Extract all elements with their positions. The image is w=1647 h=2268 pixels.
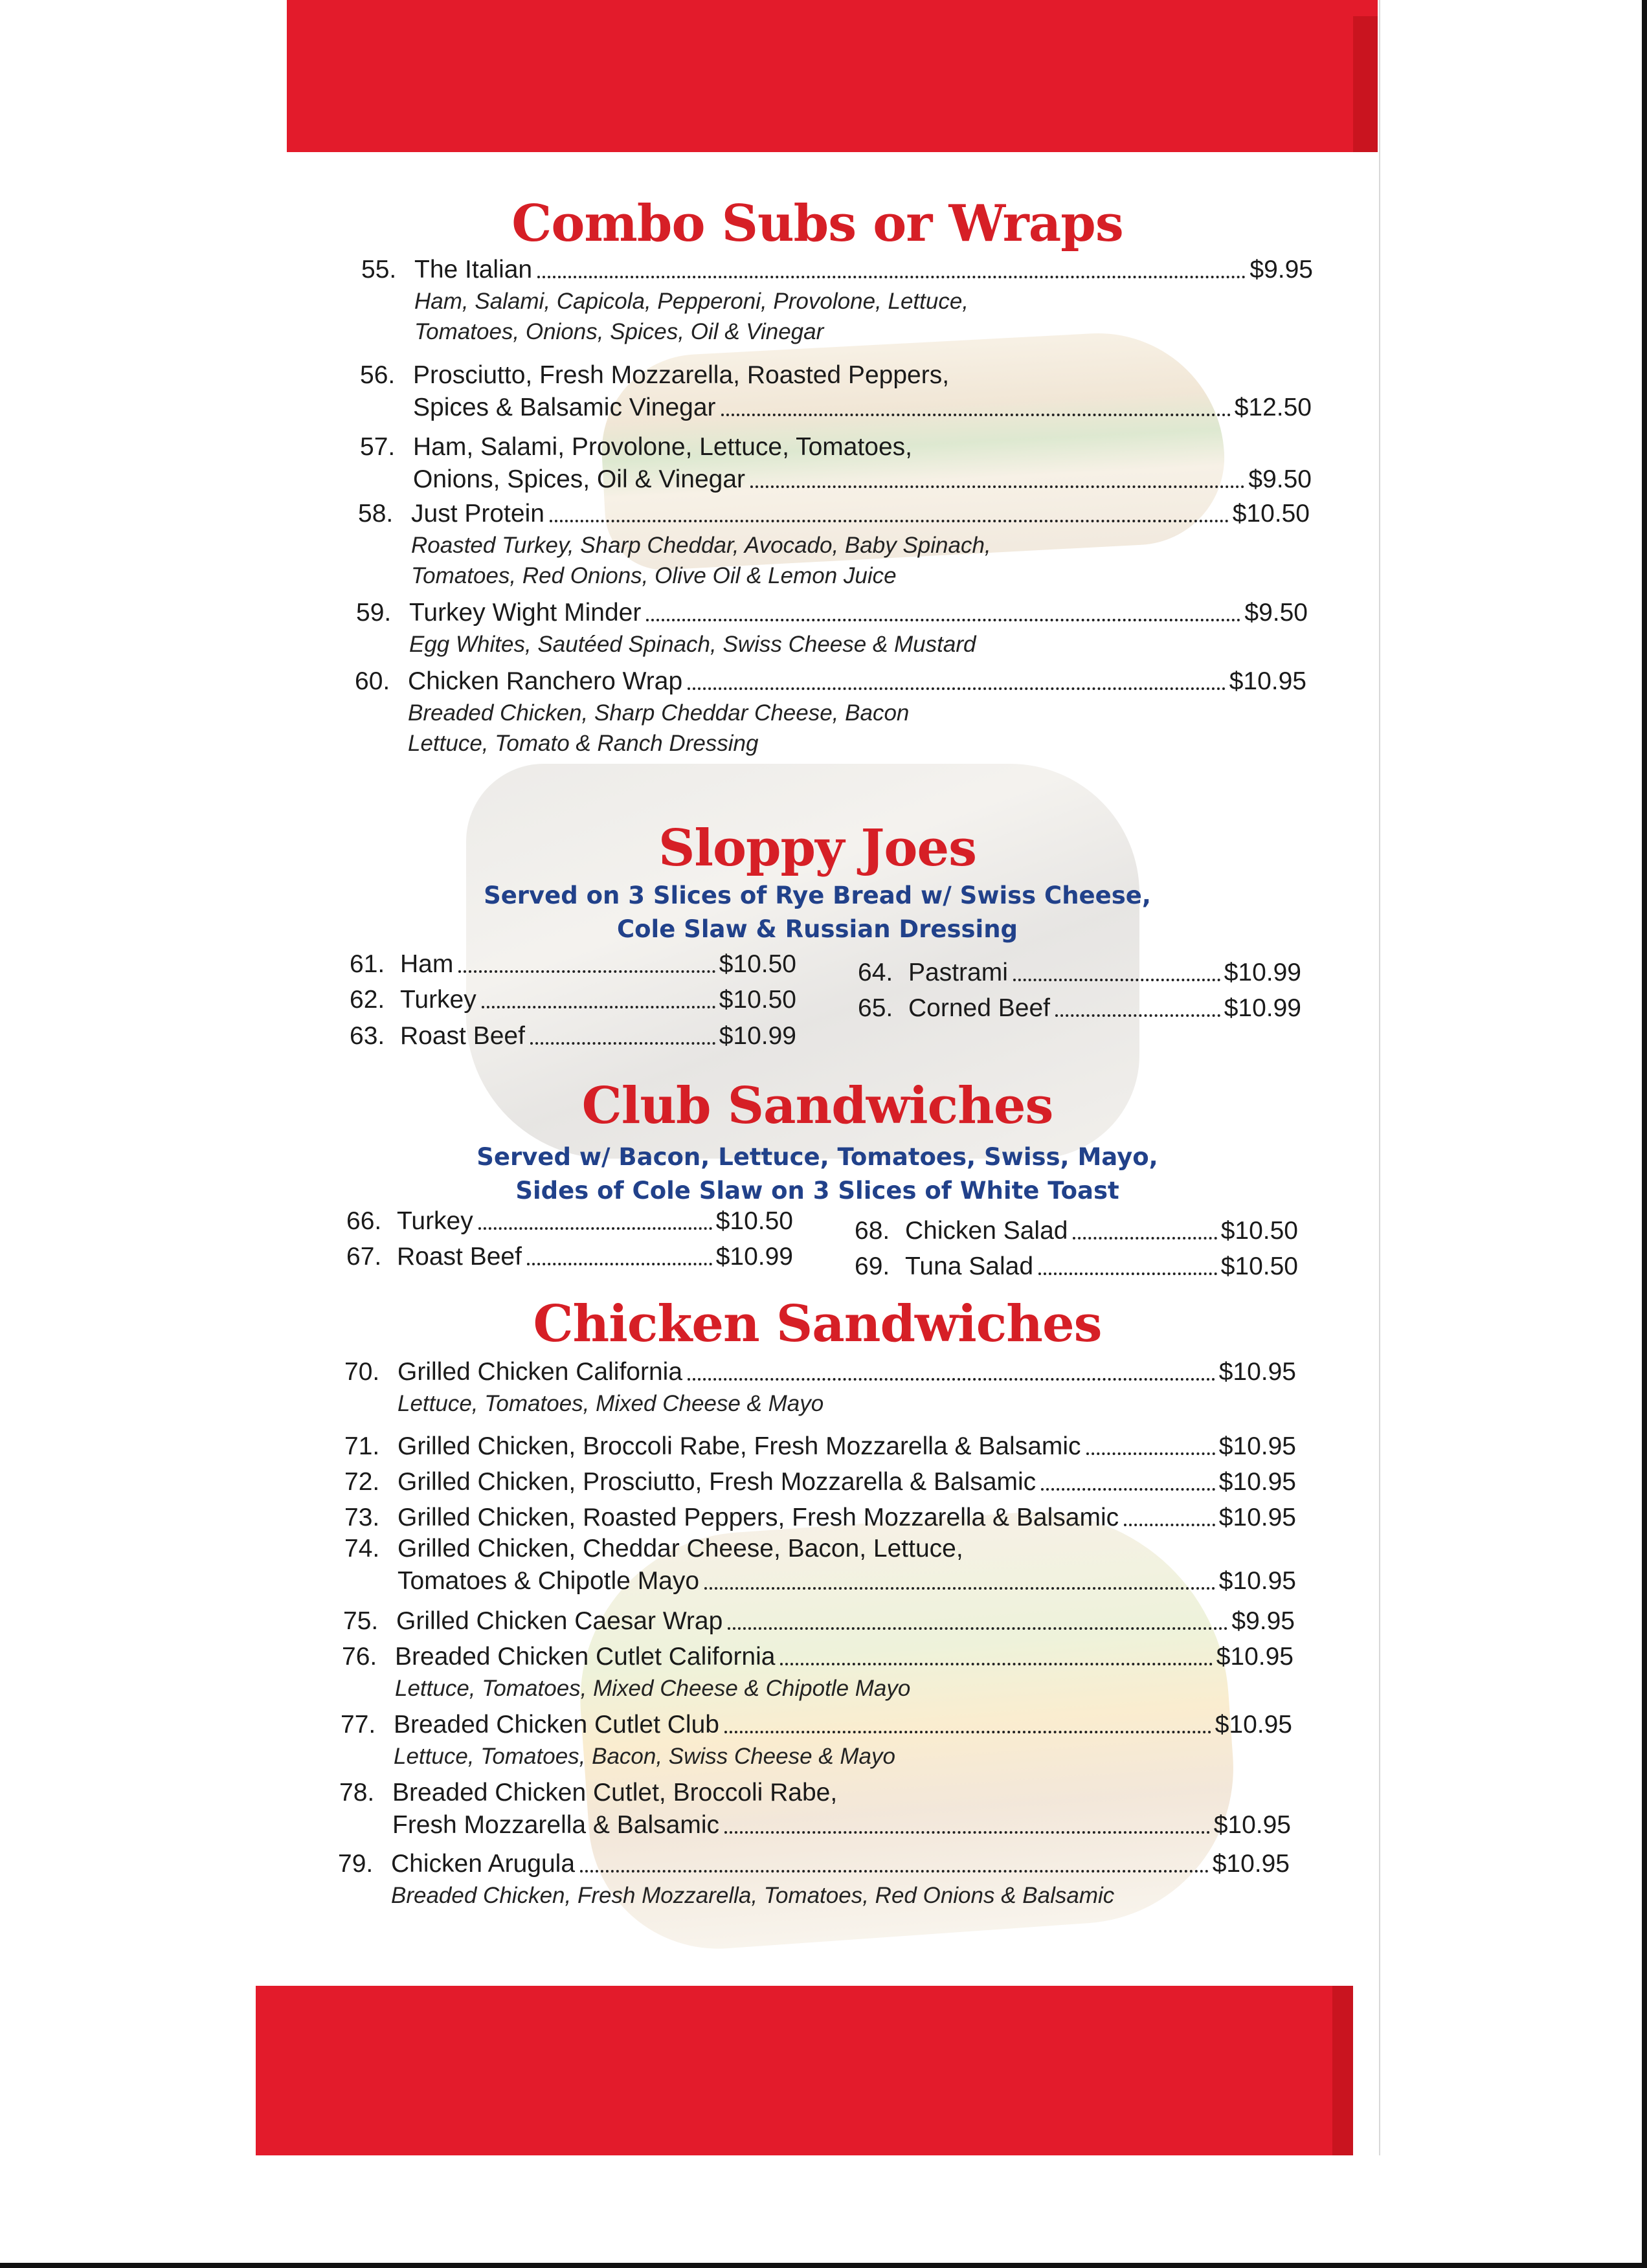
menu-item-71 [344, 1430, 1296, 1463]
menu-item-55 [361, 254, 1313, 347]
item-name: Breaded Chicken Cutlet California [395, 1643, 776, 1671]
menu-item-61 [350, 948, 796, 981]
item-number: 71. [344, 1432, 380, 1460]
item-number: 74. [344, 1535, 380, 1562]
menu-item-73 [344, 1502, 1296, 1534]
menu-item-57 [360, 431, 1312, 496]
item-price: $10.95 [1216, 1643, 1294, 1671]
item-number: 77. [341, 1711, 376, 1739]
subtitle-line: Cole Slaw & Russian Dressing [616, 915, 1018, 943]
menu-item-63 [350, 1020, 796, 1052]
item-number: 64. [858, 959, 893, 986]
item-description: Breaded Chicken, Fresh Mozzarella, Tomatoes, Red Onions & Balsamic [391, 1883, 1115, 1908]
item-price: $10.50 [715, 1207, 793, 1235]
menu-item-67 [346, 1241, 793, 1273]
item-name: Turkey [397, 1207, 473, 1235]
menu-item-75 [343, 1605, 1295, 1638]
menu-item-77 [341, 1709, 1292, 1772]
menu-item-79 [338, 1848, 1290, 1911]
sloppy-joes-subtitle [256, 879, 1379, 946]
sloppy-joes-heading: Sloppy Joes [658, 819, 976, 878]
item-number: 66. [346, 1207, 382, 1235]
item-price: $10.50 [1220, 1217, 1298, 1245]
menu-item-62 [350, 984, 796, 1016]
item-name-continued: Fresh Mozzarella & Balsamic [392, 1811, 719, 1839]
scan-edge-right [1642, 0, 1647, 2268]
item-price: $10.99 [719, 1022, 796, 1050]
item-description: Egg Whites, Sautéed Spinach, Swiss Cheese & Mustard [409, 632, 976, 657]
item-number: 70. [344, 1358, 380, 1386]
menu-item-74 [344, 1533, 1296, 1597]
menu-item-78 [339, 1777, 1291, 1841]
item-name: Grilled Chicken, Prosciutto, Fresh Mozzarella & Balsamic [398, 1468, 1036, 1496]
item-number: 68. [855, 1217, 890, 1245]
menu-item-72 [344, 1466, 1296, 1498]
item-price: $9.95 [1249, 256, 1313, 284]
menu-item-76 [342, 1641, 1294, 1704]
item-name-continued: Onions, Spices, Oil & Vinegar [413, 465, 746, 493]
item-price: $10.95 [1218, 1567, 1296, 1595]
item-number: 63. [350, 1022, 385, 1050]
item-number: 59. [356, 599, 392, 627]
item-number: 60. [355, 667, 390, 695]
club-sandwiches-subtitle [256, 1140, 1379, 1208]
item-name: Turkey Wight Minder [409, 599, 642, 627]
item-price: $9.50 [1244, 599, 1308, 627]
item-name: Grilled Chicken Caesar Wrap [396, 1607, 723, 1635]
menu-item-66 [346, 1205, 793, 1238]
item-name: Chicken Ranchero Wrap [408, 667, 683, 695]
menu-item-68 [855, 1215, 1298, 1247]
menu-item-60 [355, 665, 1306, 759]
item-name: Ham [400, 950, 454, 978]
item-number: 79. [338, 1850, 374, 1878]
item-price: $10.95 [1218, 1504, 1296, 1531]
item-name: Roast Beef [400, 1022, 525, 1050]
item-price: $10.99 [1224, 994, 1301, 1022]
item-name-continued: Tomatoes & Chipotle Mayo [398, 1567, 700, 1595]
item-price: $10.50 [1220, 1252, 1298, 1280]
item-name-continued: Spices & Balsamic Vinegar [413, 394, 716, 421]
menu-item-56 [360, 359, 1312, 424]
item-number: 69. [855, 1252, 890, 1280]
item-price: $10.50 [1232, 500, 1310, 528]
item-price: $9.50 [1248, 465, 1312, 493]
item-number: 75. [343, 1607, 379, 1635]
item-number: 62. [350, 986, 385, 1014]
item-number: 58. [358, 500, 394, 528]
item-name: Breaded Chicken Cutlet, Broccoli Rabe, [392, 1779, 838, 1807]
menu-item-64 [858, 957, 1301, 989]
subtitle-line: Served on 3 Slices of Rye Bread w/ Swiss Cheese, [484, 882, 1151, 909]
item-name: Grilled Chicken California [398, 1358, 683, 1386]
item-name: Tuna Salad [905, 1252, 1034, 1280]
item-name: The Italian [414, 256, 533, 284]
item-description: Lettuce, Tomatoes, Bacon, Swiss Cheese & Mayo [394, 1744, 895, 1769]
menu-item-65 [858, 992, 1301, 1025]
item-description: Tomatoes, Onions, Spices, Oil & Vinegar [414, 319, 824, 344]
item-price: $10.50 [719, 950, 796, 978]
item-number: 72. [344, 1468, 380, 1496]
item-name: Grilled Chicken, Cheddar Cheese, Bacon, Lettuce, [398, 1535, 963, 1562]
item-description: Lettuce, Tomatoes, Mixed Cheese & Mayo [398, 1391, 824, 1416]
item-name: Prosciutto, Fresh Mozzarella, Roasted Peppers, [413, 361, 950, 389]
item-name: Ham, Salami, Provolone, Lettuce, Tomatoes, [413, 433, 912, 461]
item-price: $10.95 [1218, 1468, 1296, 1496]
subtitle-line: Sides of Cole Slaw on 3 Slices of White Toast [515, 1177, 1119, 1205]
item-name: Grilled Chicken, Broccoli Rabe, Fresh Mozzarella & Balsamic [398, 1432, 1081, 1460]
scan-edge-bottom [0, 2263, 1647, 2268]
item-number: 61. [350, 950, 385, 978]
item-description: Roasted Turkey, Sharp Cheddar, Avocado, Baby Spinach, [411, 533, 991, 558]
item-name: Roast Beef [397, 1243, 522, 1271]
subtitle-line: Served w/ Bacon, Lettuce, Tomatoes, Swiss, Mayo, [476, 1143, 1158, 1171]
item-price: $10.95 [1229, 667, 1306, 695]
combo-heading: Combo Subs or Wraps [511, 194, 1123, 253]
menu-item-69 [855, 1251, 1298, 1283]
item-number: 78. [339, 1779, 375, 1807]
item-name: Chicken Salad [905, 1217, 1068, 1245]
menu-item-59 [356, 597, 1308, 660]
item-name: Chicken Arugula [391, 1850, 576, 1878]
menu-item-58 [358, 498, 1310, 591]
item-price: $10.95 [1213, 1811, 1291, 1839]
item-name: Pastrami [908, 959, 1008, 986]
bottom-red-band [256, 1986, 1353, 2155]
item-description: Lettuce, Tomatoes, Mixed Cheese & Chipotle Mayo [395, 1676, 911, 1701]
item-price: $10.95 [1215, 1711, 1292, 1739]
item-price: $10.95 [1212, 1850, 1290, 1878]
item-number: 73. [344, 1504, 380, 1531]
top-red-band [287, 0, 1378, 152]
item-name: Grilled Chicken, Roasted Peppers, Fresh Mozzarella & Balsamic [398, 1504, 1119, 1531]
item-price: $10.95 [1218, 1358, 1296, 1386]
item-price: $10.99 [1224, 959, 1301, 986]
item-name: Breaded Chicken Cutlet Club [394, 1711, 719, 1739]
chicken-sandwiches-heading: Chicken Sandwiches [533, 1295, 1102, 1353]
item-price: $10.95 [1218, 1432, 1296, 1460]
item-number: 76. [342, 1643, 377, 1671]
item-price: $10.50 [719, 986, 796, 1014]
item-number: 65. [858, 994, 893, 1022]
item-number: 57. [360, 433, 396, 461]
item-description: Breaded Chicken, Sharp Cheddar Cheese, Bacon [408, 700, 910, 726]
item-price: $9.95 [1231, 1607, 1295, 1635]
item-price: $12.50 [1234, 394, 1312, 421]
item-number: 67. [346, 1243, 382, 1271]
item-name: Turkey [400, 986, 476, 1014]
item-price: $10.99 [715, 1243, 793, 1271]
menu-item-70 [344, 1356, 1296, 1419]
item-description: Lettuce, Tomato & Ranch Dressing [408, 731, 759, 756]
item-description: Ham, Salami, Capicola, Pepperoni, Provolone, Lettuce, [414, 289, 969, 314]
item-number: 56. [360, 361, 396, 389]
item-number: 55. [361, 256, 397, 284]
item-name: Corned Beef [908, 994, 1050, 1022]
item-name: Just Protein [411, 500, 544, 528]
club-sandwiches-heading: Club Sandwiches [581, 1076, 1053, 1135]
item-description: Tomatoes, Red Onions, Olive Oil & Lemon Juice [411, 563, 897, 588]
